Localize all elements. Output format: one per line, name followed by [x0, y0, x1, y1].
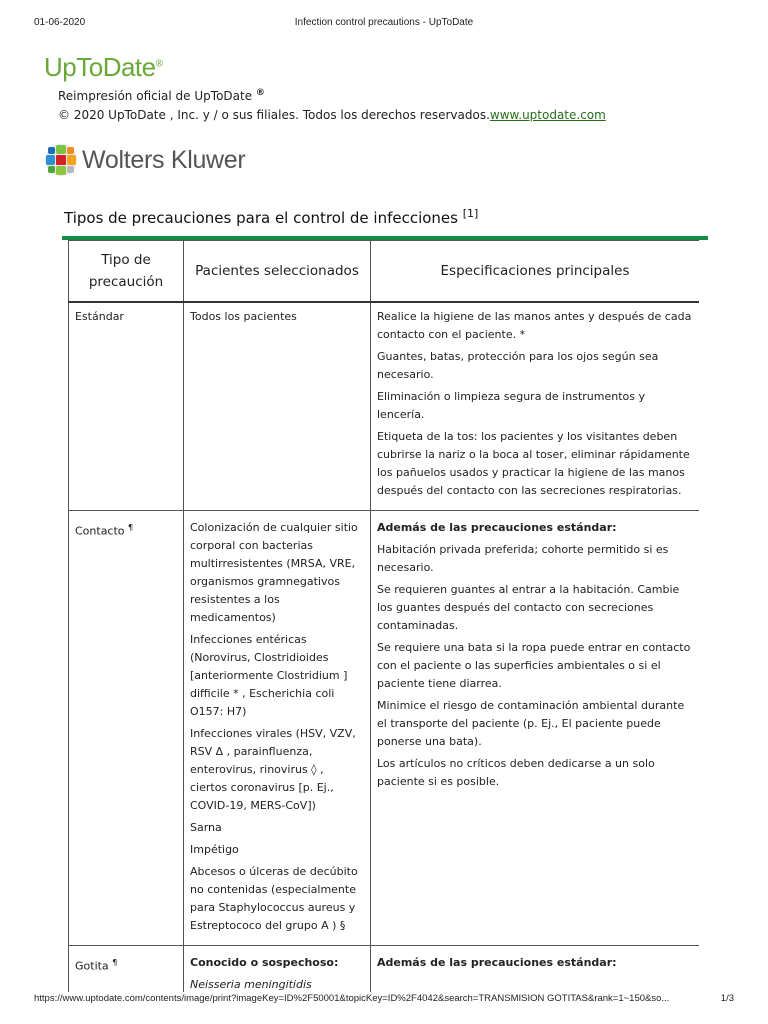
wolters-kluwer-name: Wolters Kluwer	[82, 145, 246, 174]
patient-item: Neisseria meningitidis	[190, 978, 312, 991]
type-label: Estándar	[75, 310, 124, 323]
cell-patients-droplet	[184, 946, 371, 993]
patient-item: Infecciones virales (HSV, VZV, RSV Δ , parainfluenza, enterovirus, rinovirus ◊ , ciertos coronavirus [p. Ej., COVID-19, MERS-CoV])	[190, 727, 356, 812]
precautions-table-container	[68, 240, 699, 992]
spec-item: Realice la higiene de las manos antes y después de cada contacto con el paciente. *	[377, 310, 692, 341]
print-date: 01-06-2020	[34, 17, 86, 28]
cell-specs-droplet	[371, 946, 700, 993]
spec-heading: Además de las precauciones estándar:	[377, 956, 617, 969]
wolters-kluwer-mark-icon	[44, 143, 78, 177]
patient-item: Impétigo	[190, 843, 239, 856]
reprint-line: Reimpresión oficial de UpToDate	[58, 89, 253, 103]
spec-item: Guantes, batas, protección para los ojos según sea necesario.	[377, 350, 659, 381]
spec-item: Minimice el riesgo de contaminación ambiental durante el transporte del paciente (p. Ej., El paciente puede ponerse una bata).	[377, 699, 685, 748]
patient-item: Colonización de cualquier sitio corporal con bacterias multirresistentes (MRSA, VRE, organismos gramnegativos resistentes a los medicamentos)	[190, 521, 358, 624]
spec-item: Eliminación o limpieza segura de instrumentos y lencería.	[377, 390, 645, 421]
spec-item: Se requieren guantes al entrar a la habitación. Cambie los guantes después del contacto con secreciones contaminadas.	[377, 583, 680, 632]
uptodate-logo-text: UpToDate	[44, 52, 156, 82]
cell-specs-contact	[371, 511, 700, 946]
reprint-mark: ®	[255, 88, 265, 98]
cell-specs-standard	[371, 302, 700, 511]
uptodate-logo	[44, 52, 163, 83]
footnote-mark[interactable]: ¶	[128, 523, 134, 532]
table-row-standard	[69, 302, 700, 511]
page-title-text: Tipos de precauciones para el control de infecciones	[64, 209, 458, 227]
spec-item: Se requiere una bata si la ropa puede entrar en contacto con el paciente o las superficies ambientales o si el paciente tiene diarrea.	[377, 641, 691, 690]
patient-item: Sarna	[190, 821, 222, 834]
print-url: https://www.uptodate.com/contents/image/print?imageKey=ID%2F50001&topicKey=ID%2F4042&search=TRANSMISION GOTITAS&rank=1~150&so...	[34, 993, 670, 1004]
reference-link[interactable]: [1]	[462, 207, 479, 220]
page-title	[64, 207, 478, 227]
footnote-mark[interactable]: ¶	[112, 958, 118, 967]
copyright-text: © 2020 UpToDate , Inc. y / o sus filiales. Todos los derechos reservados.	[58, 108, 490, 122]
cell-type-standard	[69, 302, 184, 511]
patient-item: Infecciones entéricas (Norovirus, Clostridioides [anteriormente Clostridium ] difficile * , Escherichia coli O157: H7)	[190, 633, 348, 718]
uptodate-link[interactable]: www.uptodate.com	[489, 108, 606, 122]
patient-item: Todos los pacientes	[190, 310, 297, 323]
patient-item: Abcesos o úlceras de decúbito no contenidas (especialmente para Staphylococcus aureus y Estreptococo del grupo A ) §	[190, 865, 358, 932]
print-title: Infection control precautions - UpToDate	[294, 17, 474, 28]
cell-patients-contact	[184, 511, 371, 946]
uptodate-logo-mark: ®	[155, 58, 163, 70]
spec-heading: Además de las precauciones estándar:	[377, 521, 617, 534]
table-row-contact	[69, 511, 700, 946]
cell-type-droplet	[69, 946, 184, 993]
header-main-specifications: Especificaciones principales	[371, 241, 700, 303]
page-number: 1/3	[720, 993, 734, 1004]
reprint-notice	[58, 84, 606, 125]
type-label: Contacto	[75, 524, 125, 538]
spec-item: Los artículos no críticos deben dedicarse a un solo paciente si es posible.	[377, 757, 655, 788]
spec-item: Habitación privada preferida; cohorte permitido si es necesario.	[377, 543, 669, 574]
spec-item: Etiqueta de la tos: los pacientes y los visitantes deben cubrirse la nariz o la boca al toser, eliminar rápidamente los pañuelos usados y practicar la higiene de las manos después del contacto con las secreciones respiratorias.	[377, 430, 690, 497]
type-label: Gotita	[75, 959, 109, 973]
wolters-kluwer-logo	[44, 143, 245, 177]
header-selected-patients: Pacientes seleccionados	[184, 241, 371, 303]
header-precaution-type: Tipo de precaución	[69, 241, 184, 303]
cell-type-contact	[69, 511, 184, 946]
table-header-row	[69, 241, 700, 303]
precautions-table	[68, 240, 699, 992]
table-row-droplet	[69, 946, 700, 993]
cell-patients-standard	[184, 302, 371, 511]
patient-heading: Conocido o sospechoso:	[190, 956, 339, 969]
